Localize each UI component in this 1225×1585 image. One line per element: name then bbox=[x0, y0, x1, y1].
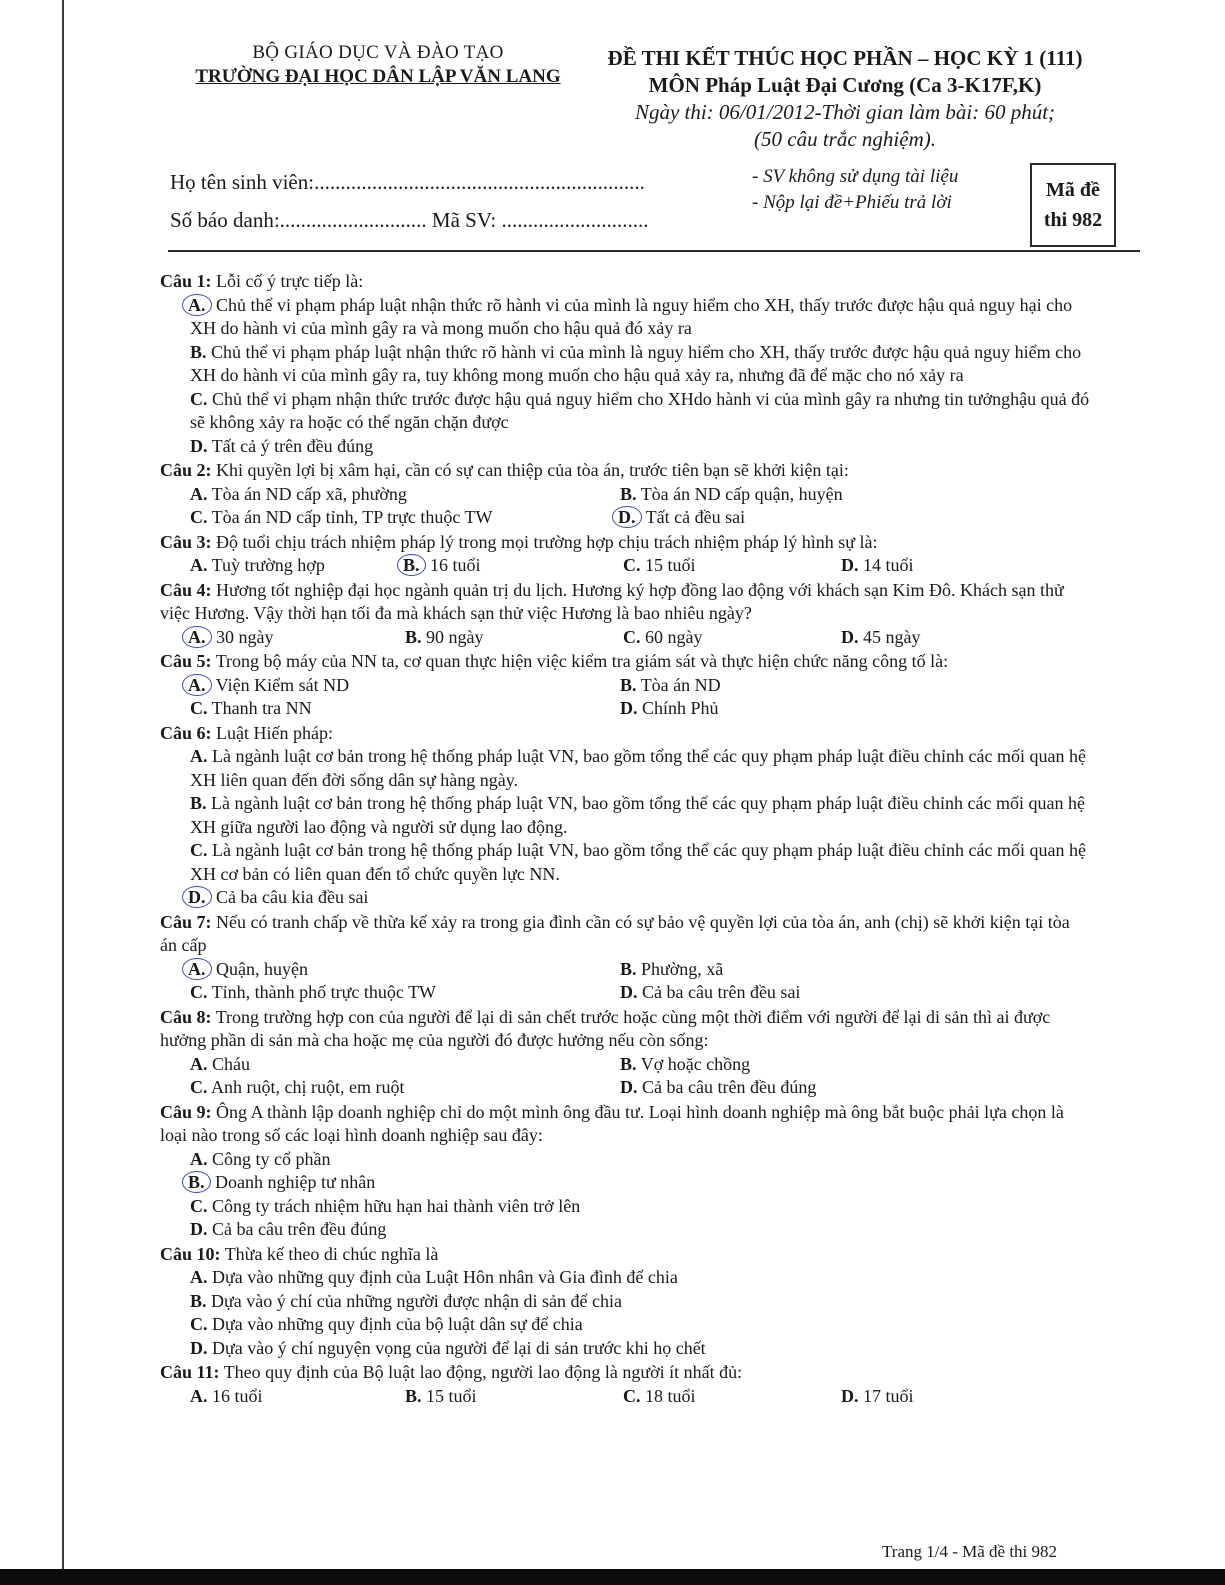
option-b bbox=[160, 1171, 1090, 1195]
option-d bbox=[160, 886, 1090, 910]
option-d bbox=[620, 697, 1050, 721]
option-text: 18 tuổi bbox=[640, 1385, 696, 1406]
question-10 bbox=[160, 1243, 1090, 1361]
option-c bbox=[623, 1385, 841, 1409]
option-letter: C. bbox=[190, 507, 208, 527]
option-d bbox=[160, 1218, 1090, 1242]
option-b bbox=[405, 1385, 623, 1409]
answer-mark: A. bbox=[182, 958, 212, 980]
option-letter: C. bbox=[623, 555, 641, 575]
question-text: Khi quyền lợi bị xâm hại, cần có sự can thiệp của tòa án, trước tiên bạn sẽ khởi kiện tại: bbox=[211, 460, 849, 480]
question-number: Câu 1: bbox=[160, 271, 212, 291]
option-text: 16 tuổi bbox=[425, 555, 481, 575]
option-d bbox=[841, 626, 1059, 650]
question-8 bbox=[160, 1006, 1090, 1100]
answer-mark: B. bbox=[397, 554, 426, 576]
question-text: Theo quy định của Bộ luật lao động, người lao động là người ít nhất đủ: bbox=[219, 1362, 743, 1382]
option-text: Tỉnh, thành phố trực thuộc TW bbox=[207, 982, 437, 1002]
option-b bbox=[405, 554, 623, 578]
option-text: Cả ba câu trên đều đúng bbox=[637, 1077, 817, 1097]
option-c bbox=[160, 839, 1090, 886]
question-6 bbox=[160, 722, 1090, 910]
page-footer: Trang 1/4 - Mã đề thi 982 bbox=[882, 1542, 1058, 1561]
option-text: Cả ba câu kia đều sai bbox=[211, 887, 369, 907]
option-text: Dựa vào những quy định của bộ luật dân sự để chia bbox=[207, 1314, 583, 1334]
question-number: Câu 10: bbox=[160, 1243, 221, 1264]
option-text: Tất cả đều sai bbox=[641, 507, 746, 527]
option-b bbox=[160, 792, 1090, 839]
option-letter: B. bbox=[405, 1385, 422, 1406]
option-text: Cả ba câu trên đều đúng bbox=[207, 1219, 387, 1239]
option-letter: A. bbox=[190, 1053, 208, 1074]
question-9 bbox=[160, 1101, 1090, 1242]
exam-title: ĐỀ THI KẾT THÚC HỌC PHẦN – HỌC KỲ 1 (111) bbox=[607, 46, 1083, 70]
answer-mark: D. bbox=[182, 886, 212, 908]
option-d bbox=[620, 1076, 1050, 1100]
question-number: Câu 7: bbox=[160, 911, 212, 932]
option-text: Là ngành luật cơ bản trong hệ thống pháp luật VN, bao gồm tổng thể các quy phạm pháp luật điều chỉnh các mối quan hệ XH cơ bản có liên quan đến tổ chức quyền lực NN. bbox=[190, 840, 1086, 884]
exam-date-time: Ngày thi: 06/01/2012-Thời gian làm bài: 60 phút; bbox=[634, 100, 1056, 124]
option-text: 15 tuổi bbox=[421, 1385, 477, 1406]
exam-code-value: thi 982 bbox=[1043, 209, 1103, 231]
option-letter: B. bbox=[190, 1290, 207, 1311]
question-1 bbox=[160, 270, 1090, 458]
option-b bbox=[160, 341, 1090, 388]
option-a bbox=[160, 1148, 1090, 1172]
option-text: Cả ba câu trên đều sai bbox=[637, 982, 801, 1002]
option-text: Tất cả ý trên đều đúng bbox=[207, 435, 374, 456]
answer-mark: A. bbox=[182, 674, 212, 696]
option-b bbox=[620, 483, 1050, 507]
option-text: 90 ngày bbox=[421, 626, 484, 647]
exam-question-count: (50 câu trắc nghiệm). bbox=[754, 127, 936, 151]
option-text: Viện Kiểm sát ND bbox=[211, 674, 350, 695]
option-text: Dựa vào ý chí của những người được nhận di sản để chia bbox=[206, 1290, 622, 1311]
question-text: Lỗi cố ý trực tiếp là: bbox=[211, 271, 364, 291]
scan-edge-line bbox=[62, 0, 64, 1585]
option-a bbox=[160, 745, 1090, 792]
option-b bbox=[620, 674, 1050, 698]
question-text: Ông A thành lập doanh nghiệp chỉ do một mình ông đầu tư. Loại hình doanh nghiệp mà ông bắt buộc phải lựa chọn là loại nào trong số các loại hình doanh nghiệp sau đây: bbox=[160, 1101, 1064, 1145]
option-text: Thanh tra NN bbox=[207, 698, 312, 718]
header-divider bbox=[168, 250, 1140, 252]
option-text: Tòa án ND bbox=[636, 674, 721, 695]
option-a bbox=[190, 1053, 620, 1077]
option-c bbox=[190, 1076, 620, 1100]
question-7 bbox=[160, 911, 1090, 1005]
option-letter: D. bbox=[620, 1077, 638, 1097]
institution-header bbox=[168, 42, 588, 88]
question-number: Câu 5: bbox=[160, 651, 212, 671]
question-11 bbox=[160, 1361, 1090, 1408]
option-text: 30 ngày bbox=[211, 626, 274, 647]
question-number: Câu 4: bbox=[160, 579, 212, 600]
exam-subject: MÔN Pháp Luật Đại Cương (Ca 3-K17F,K) bbox=[648, 73, 1042, 97]
option-text: Tòa án ND cấp tỉnh, TP trực thuộc TW bbox=[207, 507, 493, 527]
question-number: Câu 2: bbox=[160, 460, 212, 480]
answer-mark: B. bbox=[182, 1171, 211, 1193]
option-a bbox=[190, 626, 405, 650]
option-a bbox=[190, 958, 620, 982]
option-letter: D. bbox=[190, 1337, 208, 1358]
question-5 bbox=[160, 650, 1090, 721]
question-number: Câu 9: bbox=[160, 1101, 212, 1122]
answer-mark: D. bbox=[612, 506, 642, 528]
option-letter: B. bbox=[620, 1053, 637, 1074]
option-text: 16 tuổi bbox=[207, 1385, 263, 1406]
answer-mark: A. bbox=[182, 626, 212, 648]
student-info bbox=[170, 170, 649, 246]
option-letter: A. bbox=[190, 746, 208, 766]
option-text: Quận, huyện bbox=[211, 958, 308, 979]
option-letter: D. bbox=[841, 626, 859, 647]
option-text: Phường, xã bbox=[636, 958, 724, 979]
option-c bbox=[190, 981, 620, 1005]
option-letter: C. bbox=[190, 698, 208, 718]
option-text: Tuỳ trường hợp bbox=[207, 555, 325, 575]
question-3 bbox=[160, 531, 1090, 578]
option-letter: B. bbox=[620, 958, 637, 979]
question-text: Độ tuổi chịu trách nhiệm pháp lý trong mọi trường hợp chịu trách nhiệm pháp lý hình sự là: bbox=[211, 531, 878, 552]
option-a bbox=[190, 483, 620, 507]
option-text: Dựa vào những quy định của Luật Hôn nhân và Gia đình để chia bbox=[207, 1267, 678, 1287]
option-text: 60 ngày bbox=[640, 626, 703, 647]
option-text: Cháu bbox=[207, 1053, 250, 1074]
option-letter: B. bbox=[620, 483, 637, 504]
candidate-number: Số báo danh:............................ bbox=[170, 208, 427, 232]
option-letter: D. bbox=[190, 1219, 208, 1239]
option-c bbox=[160, 1313, 1090, 1337]
option-text: Anh ruột, chị ruột, em ruột bbox=[207, 1077, 405, 1097]
option-d bbox=[841, 1385, 1059, 1409]
option-letter: C. bbox=[623, 626, 641, 647]
question-number: Câu 11: bbox=[160, 1362, 220, 1382]
option-letter: C. bbox=[190, 388, 208, 409]
question-text: Thừa kế theo di chúc nghĩa là bbox=[220, 1243, 439, 1264]
option-letter: B. bbox=[190, 341, 207, 362]
scan-margin bbox=[0, 0, 60, 1585]
option-text: 17 tuổi bbox=[858, 1385, 914, 1406]
option-a bbox=[160, 1266, 1090, 1290]
option-text: 45 ngày bbox=[858, 626, 921, 647]
question-text: Trong bộ máy của NN ta, cơ quan thực hiện việc kiểm tra giám sát và thực hiện chức năng công tố là: bbox=[211, 651, 949, 671]
option-letter: C. bbox=[190, 840, 208, 860]
option-text: Tòa án ND cấp quận, huyện bbox=[636, 483, 843, 504]
option-letter: A. bbox=[190, 555, 208, 575]
option-letter: D. bbox=[841, 555, 859, 575]
option-c bbox=[623, 626, 841, 650]
question-text: Nếu có tranh chấp về thừa kế xảy ra trong gia đình cần có sự bảo vệ quyền lợi của tòa án, anh (chị) sẽ khởi kiện tại tòa án cấp bbox=[160, 911, 1070, 955]
option-a bbox=[190, 674, 620, 698]
note-submit: - Nộp lại đề+Phiếu trả lời bbox=[752, 192, 952, 213]
option-letter: D. bbox=[190, 435, 208, 456]
question-text: Luật Hiến pháp: bbox=[211, 722, 333, 743]
question-number: Câu 3: bbox=[160, 531, 212, 552]
option-text: Là ngành luật cơ bản trong hệ thống pháp luật VN, bao gồm tổng thể các quy phạm pháp luật điều chỉnh các mối quan hệ XH giữa người lao động và người sử dụng lao động. bbox=[190, 793, 1085, 837]
ministry-name: BỘ GIÁO DỤC VÀ ĐÀO TẠO bbox=[252, 42, 504, 63]
option-d bbox=[620, 506, 1050, 530]
option-text: Doanh nghiệp tư nhân bbox=[210, 1172, 376, 1192]
option-b bbox=[405, 626, 623, 650]
option-letter: C. bbox=[190, 1195, 208, 1216]
question-4 bbox=[160, 579, 1090, 650]
option-c bbox=[160, 1195, 1090, 1219]
student-code: Mã SV: ............................ bbox=[431, 208, 649, 232]
exam-code-box bbox=[1030, 163, 1116, 247]
option-a bbox=[160, 294, 1090, 341]
option-text: Vợ hoặc chồng bbox=[636, 1053, 751, 1074]
option-c bbox=[623, 554, 841, 578]
question-number: Câu 8: bbox=[160, 1006, 212, 1027]
option-d bbox=[160, 435, 1090, 459]
option-letter: C. bbox=[190, 982, 208, 1002]
option-d bbox=[160, 1337, 1090, 1361]
option-a bbox=[190, 1385, 405, 1409]
question-number: Câu 6: bbox=[160, 722, 212, 743]
option-letter: D. bbox=[841, 1385, 859, 1406]
option-letter: B. bbox=[405, 626, 422, 647]
question-text: Hương tốt nghiệp đại học ngành quản trị du lịch. Hương ký hợp đồng lao động với khách sạn Kim Đô. Khách sạn thử việc Hương. Vậy thời hạn tối đa mà khách sạn thử việc Hương là bao nhiêu ngày? bbox=[160, 579, 1064, 623]
student-name-line: Họ tên sinh viên:............................................................... bbox=[170, 170, 645, 194]
option-c bbox=[190, 697, 620, 721]
option-text: Tòa án ND cấp xã, phường bbox=[207, 483, 407, 504]
option-letter: D. bbox=[620, 982, 638, 1002]
option-b bbox=[620, 958, 1050, 982]
option-text: Chủ thể vi phạm pháp luật nhận thức rõ hành vi của mình là nguy hiểm cho XH, thấy trước được hậu quả nguy hiểm cho XH do hành vi của mình gây ra, tuy không mong muốn cho hậu quả xảy ra, nhưng đã để mặc cho nó xảy ra bbox=[190, 341, 1082, 385]
option-text: Dựa vào ý chí nguyện vọng của người để lại di sản trước khi họ chết bbox=[207, 1337, 706, 1358]
option-text: Công ty cổ phần bbox=[207, 1148, 331, 1169]
option-text: Chính Phủ bbox=[637, 698, 719, 718]
option-letter: C. bbox=[190, 1077, 208, 1097]
option-b bbox=[620, 1053, 1050, 1077]
option-text: Chủ thể vi phạm pháp luật nhận thức rõ hành vi của mình là nguy hiểm cho XH, thấy trước được hậu quả nguy hại cho XH do hành vi của mình gây ra và mong muốn cho hậu quả đó xảy ra bbox=[190, 294, 1073, 338]
option-letter: A. bbox=[190, 1267, 208, 1287]
option-d bbox=[841, 554, 1059, 578]
option-c bbox=[190, 506, 620, 530]
question-list bbox=[160, 270, 1090, 1409]
student-id-line bbox=[170, 208, 649, 246]
answer-mark: A. bbox=[182, 294, 212, 316]
option-c bbox=[160, 388, 1090, 435]
exam-code-label: Mã đề bbox=[1046, 179, 1100, 201]
scan-bottom-edge bbox=[0, 1569, 1225, 1585]
option-text: 14 tuổi bbox=[858, 555, 914, 575]
option-letter: A. bbox=[190, 1148, 208, 1169]
option-letter: C. bbox=[190, 1314, 208, 1334]
option-text: Chủ thể vi phạm nhận thức trước được hậu quả nguy hiểm cho XHdo hành vi của mình gây ra nhưng tin tưởnghậu quả đó sẽ không xảy ra hoặc có thể ngăn chặn được bbox=[190, 388, 1090, 432]
option-text: Là ngành luật cơ bản trong hệ thống pháp luật VN, bao gồm tổng thể các quy phạm pháp luật điều chỉnh các mối quan hệ XH liên quan đến đời sống dân sự hàng ngày. bbox=[190, 746, 1086, 790]
note-no-materials: - SV không sử dụng tài liệu bbox=[752, 166, 959, 187]
option-letter: B. bbox=[620, 674, 637, 695]
option-d bbox=[620, 981, 1050, 1005]
option-text: Công ty trách nhiệm hữu hạn hai thành viên trở lên bbox=[207, 1195, 581, 1216]
option-a bbox=[190, 554, 405, 578]
option-b bbox=[160, 1290, 1090, 1314]
question-text: Trong trường hợp con của người để lại di sản chết trước hoặc cùng một thời điểm với người để lại di sản thì ai được hưởng phần di sản mà cha hoặc mẹ của người đó được hưởng nếu còn sống: bbox=[160, 1006, 1051, 1050]
option-letter: A. bbox=[190, 483, 208, 504]
option-text: 15 tuổi bbox=[640, 555, 696, 575]
question-2 bbox=[160, 459, 1090, 530]
option-letter: A. bbox=[190, 1385, 208, 1406]
option-letter: C. bbox=[623, 1385, 641, 1406]
university-name: TRƯỜNG ĐẠI HỌC DÂN LẬP VĂN LANG bbox=[195, 66, 561, 87]
option-letter: D. bbox=[620, 698, 638, 718]
option-letter: B. bbox=[190, 793, 207, 813]
exam-notes bbox=[752, 164, 958, 216]
exam-header bbox=[590, 46, 1100, 152]
